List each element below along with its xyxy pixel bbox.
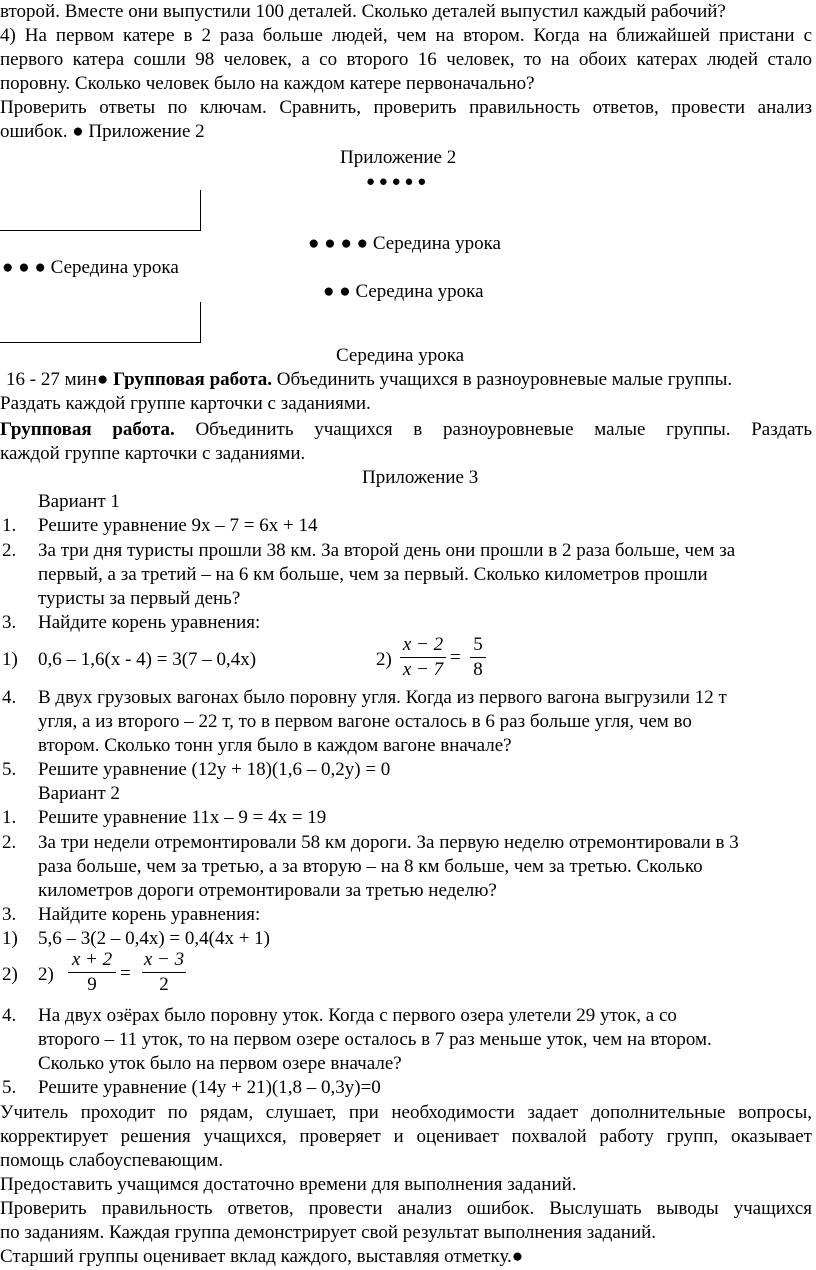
v2-eq1-number: 1) xyxy=(2,928,18,949)
v1-eq2-right-numerator: 5 xyxy=(473,634,483,655)
appendix2-item-last: Середина урока xyxy=(336,345,465,366)
v2-task5: Решите уравнение (14у + 21)(1,8 – 0,3у)=0 xyxy=(38,1077,381,1098)
v2-task1: Решите уравнение 11х – 9 = 4х = 19 xyxy=(38,807,327,828)
v2-eq2-left-numerator: x + 2 xyxy=(71,949,113,970)
v2-eq2-left-fraction xyxy=(68,949,116,996)
outro-line-1: Учитель проходит по рядам, слушает, при необходимости задает дополнительные вопросы, xyxy=(0,1102,812,1123)
appendix2-item-3dots: ● ● ● Середина урока xyxy=(2,257,179,278)
v2-eq1: 5,6 – 3(2 – 0,4х) = 0,4(4х + 1) xyxy=(38,928,270,949)
variant1-title: Вариант 1 xyxy=(38,491,120,512)
v2-eq2-number: 2) xyxy=(2,964,18,985)
fraction-bar xyxy=(68,972,116,973)
appendix2-item-4dots: ● ● ● ● Середина урока xyxy=(308,233,501,254)
v1-eq2-right-denominator: 8 xyxy=(473,659,483,680)
v2-task4-line1: На двух озёрах было поровну уток. Когда с первого озера улетели 29 уток, а со xyxy=(38,1005,677,1026)
v1-task5-number: 5. xyxy=(2,759,17,780)
appendix2-title: Приложение 2 xyxy=(340,147,457,168)
v2-eq2-right-denominator: 2 xyxy=(159,974,169,995)
v2-task3-number: 3. xyxy=(2,904,17,925)
group-bold-2: Групповая работа. xyxy=(0,419,175,440)
v1-task5: Решите уравнение (12у + 18)(1,6 – 0,2у) = 0 xyxy=(38,759,391,780)
v1-task1: Решите уравнение 9х – 7 = 6х + 14 xyxy=(38,515,318,536)
v1-task2-line3: туристы за первый день? xyxy=(38,588,241,609)
v2-task4-line3: Сколько уток было на первом озере вначале? xyxy=(38,1053,402,1074)
group-line-3 xyxy=(0,418,812,442)
appendix3-title: Приложение 3 xyxy=(362,467,479,488)
appendix2-item-2dots: ● ● Середина урока xyxy=(323,281,484,302)
intro-line-3: первого катера сошли 98 человек, а со второго 16 человек, то на обоих катерах людей стало xyxy=(0,49,812,70)
intro-line-5: Проверить ответы по ключам. Сравнить, проверить правильность ответов, провести анализ xyxy=(0,97,812,118)
v1-eq1-number: 1) xyxy=(2,649,18,670)
outro-line-5: Проверить правильность ответов, провести анализ ошибок. Выслушать выводы учащихся xyxy=(0,1198,812,1219)
v1-task4-line3: втором. Сколько тонн угля было в каждом вагоне вначале? xyxy=(38,735,512,756)
v2-task4-line2: второго – 11 уток, то на первом озере осталось в 7 раз меньше уток, чем на втором. xyxy=(38,1029,712,1050)
v2-eq2-left-denominator: 9 xyxy=(87,974,97,995)
v1-eq2-left-numerator: x − 2 xyxy=(402,634,444,655)
placeholder-box-1 xyxy=(0,190,201,231)
v2-task2-line3: километров дороги отремонтировали за третью неделю? xyxy=(38,880,497,901)
v2-task2-line1: За три недели отремонтировали 58 км дороги. За первую неделю отремонтировали в 3 xyxy=(38,832,739,853)
v1-task2-number: 2. xyxy=(2,540,17,561)
v2-task5-number: 5. xyxy=(2,1077,17,1098)
v1-eq2-equals: = xyxy=(450,647,461,668)
outro-line-3: помощь слабоуспевающим. xyxy=(0,1150,224,1171)
intro-line-6: ошибок. ● Приложение 2 xyxy=(0,121,205,142)
group-time: 16 - 27 мин● xyxy=(6,369,109,390)
group-line-1 xyxy=(6,368,732,392)
v2-eq2-right-numerator: x − 3 xyxy=(143,949,185,970)
v1-task4-line1: В двух грузовых вагонах было поровну угля. Когда из первого вагона выгрузили 12 т xyxy=(38,687,727,708)
outro-line-2: корректирует решения учащихся, проверяет и оценивает похвалой работу групп, оказывает xyxy=(0,1126,812,1147)
v1-task2-line2: первый, а за третий – на 6 км больше, чем за первый. Сколько километров прошли xyxy=(38,564,708,585)
group-rest-2: Объединить учащихся в разноуровневые малые группы. Раздать xyxy=(174,419,812,440)
v2-task3: Найдите корень уравнения: xyxy=(38,904,261,925)
v1-eq1: 0,6 – 1,6(х - 4) = 3(7 – 0,4х) xyxy=(38,649,257,670)
intro-line-2: 4) На первом катере в 2 раза больше людей, чем на втором. Когда на ближайшей пристани с xyxy=(0,25,812,46)
group-line-4: каждой группе карточки с заданиями. xyxy=(0,443,306,464)
variant2-title: Вариант 2 xyxy=(38,783,120,804)
group-bold-1: Групповая работа. xyxy=(113,369,272,390)
v2-task2-line2: раза больше, чем за третью, а за вторую – на 8 км больше, чем за третью. Сколько xyxy=(38,856,703,877)
v1-task1-number: 1. xyxy=(2,515,17,536)
outro-line-7: Старший группы оценивает вклад каждого, выставляя отметку.● xyxy=(0,1246,524,1267)
v2-task1-number: 1. xyxy=(2,807,17,828)
v1-eq2-number: 2) xyxy=(376,649,392,670)
placeholder-box-2 xyxy=(0,302,201,343)
v1-eq2-left-fraction xyxy=(400,634,446,681)
v1-task3: Найдите корень уравнения: xyxy=(38,612,261,633)
fraction-bar xyxy=(470,657,486,658)
group-rest-1: Объединить учащихся в разноуровневые малые группы. xyxy=(271,369,733,390)
group-line-2: Раздать каждой группе карточки с заданиями. xyxy=(0,393,371,414)
outro-line-4: Предоставить учащимся достаточно времени для выполнения заданий. xyxy=(0,1174,577,1195)
v2-task4-number: 4. xyxy=(2,1005,17,1026)
intro-line-1: второй. Вместе они выпустили 100 деталей. Сколько деталей выпустил каждый рабочий? xyxy=(0,1,726,22)
intro-line-4: поровну. Сколько человек было на каждом катере первоначально? xyxy=(0,73,535,94)
v2-eq2-inner-number: 2) xyxy=(38,964,54,985)
v1-eq2-right-fraction xyxy=(470,634,486,681)
v1-task2-line1: За три дня туристы прошли 38 км. За второй день они прошли в 2 раза больше, чем за xyxy=(38,540,736,561)
v2-eq2-right-fraction xyxy=(142,949,186,996)
v2-eq2-equals: = xyxy=(120,963,131,984)
fraction-bar xyxy=(142,972,186,973)
appendix2-dots: ● ● ● ● ● xyxy=(366,174,427,190)
v1-task4-number: 4. xyxy=(2,687,17,708)
outro-line-6: по заданиям. Каждая группа демонстрирует свой результат выполнения заданий. xyxy=(0,1222,657,1243)
v1-task4-line2: угля, а из второго – 22 т, то в первом вагоне осталось в 6 раз больше угля, чем во xyxy=(38,711,692,732)
v1-task3-number: 3. xyxy=(2,612,17,633)
fraction-bar xyxy=(400,657,446,658)
v2-task2-number: 2. xyxy=(2,832,17,853)
v1-eq2-left-denominator: x − 7 xyxy=(402,659,444,680)
